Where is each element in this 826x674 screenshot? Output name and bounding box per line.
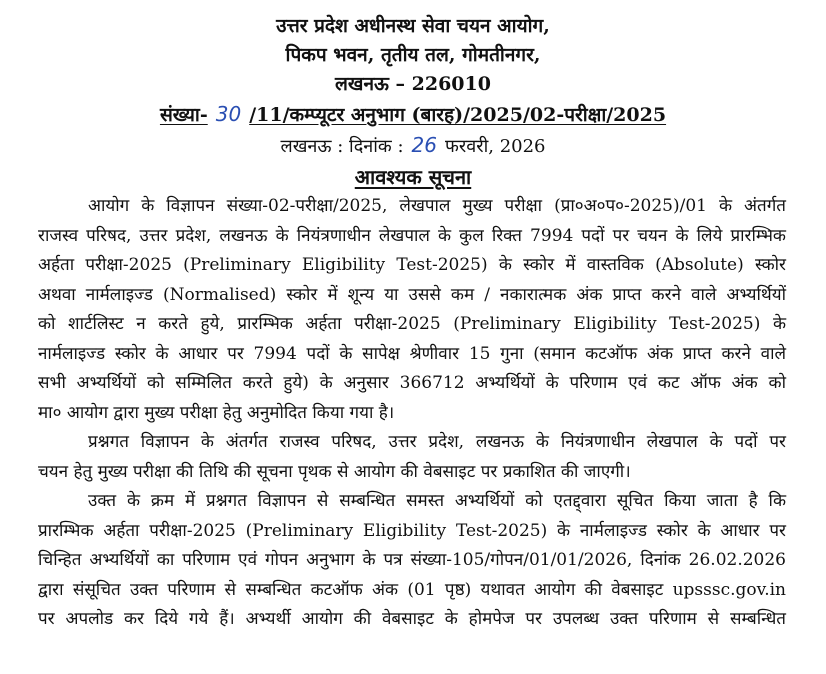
paragraph-line: उक्त के क्रम में प्रश्नगत विज्ञापन से सम्बन्धित समस्त अभ्यर्थियों को एतद्द्वारा सूचित किया जाता है कि — [88, 491, 786, 511]
paragraph-line: आयोग के विज्ञापन संख्या-02-परीक्षा/2025, लेखपाल मुख्य परीक्षा (प्रा०अ०प०-2025)/01 के अंतर्गत — [88, 196, 786, 216]
paragraph-line: अथवा नार्मलाइज्ड (Normalised) स्कोर में शून्य या उससे कम / नकारात्मक अंक प्राप्त करने वाले अभ्यर्थियों — [38, 284, 786, 305]
date-line — [0, 130, 826, 162]
paragraph-line: को शार्टलिस्ट न करते हुये, प्रारम्भिक अर्हता परीक्षा-2025 (Preliminary Eligibility Test-2025) के — [38, 314, 786, 334]
notice-body — [0, 192, 826, 635]
date-prefix: लखनऊ : दिनांक : — [280, 136, 404, 157]
handwritten-date-day: 26 — [411, 133, 437, 157]
date-suffix: फरवरी, 2026 — [444, 136, 546, 157]
paragraph-line: चयन हेतु मुख्य परीक्षा की तिथि की सूचना पृथक से आयोग की वेबसाइट पर प्रकाशित की जाएगी। — [38, 461, 631, 482]
paragraph-line: अर्हता परीक्षा-2025 (Preliminary Eligibility Test-2025) के स्कोर में वास्तविक (Absolute) स्कोर — [38, 255, 786, 275]
letterhead — [0, 12, 826, 99]
handwritten-reference-number: 30 — [215, 102, 242, 126]
paragraph-line: सभी अभ्यर्थियों को सम्मिलित करते हुये) के अनुसार 366712 अभ्यर्थियों के परिणाम एवं कट ऑफ अंक को — [38, 373, 786, 393]
notice-paragraph — [38, 428, 786, 487]
paragraph-line: पर अपलोड कर दिये गये हैं। अभ्यर्थी आयोग की वेबसाइट के होमपेज पर उपलब्ध उक्त परिणाम से सम्बन्धित — [38, 609, 786, 629]
paragraph-line: राजस्व परिषद, उत्तर प्रदेश, लखनऊ के नियंत्रणाधीन लेखपाल के कुल रिक्त 7994 पदों पर चयन के लिये प्रारम्भिक — [38, 225, 786, 246]
letterhead-city-pin: लखनऊ – 226010 — [335, 73, 491, 95]
paragraph-line: प्रारम्भिक अर्हता परीक्षा-2025 (Preliminary Eligibility Test-2025) के नार्मलाइज्ड स्कोर के आधार पर — [38, 520, 786, 541]
notice-paragraph — [38, 487, 786, 635]
reference-number — [0, 99, 826, 130]
paragraph-line: प्रश्नगत विज्ञापन के अंतर्गत राजस्व परिषद, उत्तर प्रदेश, लखनऊ के नियंत्रणाधीन लेखपाल के पदों पर — [88, 432, 786, 452]
paragraph-line: नार्मलाइज्ड स्कोर के आधार पर 7994 पदों के सापेक्ष श्रेणीवार 15 गुना (समान कटऑफ अंक प्राप्त करने वाले — [38, 343, 786, 364]
letterhead-org-name: उत्तर प्रदेश अधीनस्थ सेवा चयन आयोग, — [276, 15, 550, 37]
reference-suffix: /11/कम्प्यूटर अनुभाग (बारह)/2025/02-परीक्षा/2025 — [249, 104, 667, 126]
paragraph-line: चिन्हित अभ्यर्थियों का परिणाम एवं गोपन अनुभाग के पत्र संख्या-105/गोपन/01/01/2026, दिनांक 26.02.2026 — [38, 550, 786, 570]
reference-prefix: संख्या- — [159, 104, 208, 126]
paragraph-line: द्वारा संसूचित उक्त परिणाम से सम्बन्धित कटऑफ अंक (01 पृष्ठ) यथावत आयोग की वेबसाइट upsssc.gov.in — [38, 579, 786, 600]
letterhead-address: पिकप भवन, तृतीय तल, गोमतीनगर, — [285, 44, 541, 66]
notice-title: आवश्यक सूचना — [354, 165, 472, 189]
notice-paragraph — [38, 192, 786, 428]
paragraph-line: मा० आयोग द्वारा मुख्य परीक्षा हेतु अनुमोदित किया गया है। — [38, 402, 395, 423]
